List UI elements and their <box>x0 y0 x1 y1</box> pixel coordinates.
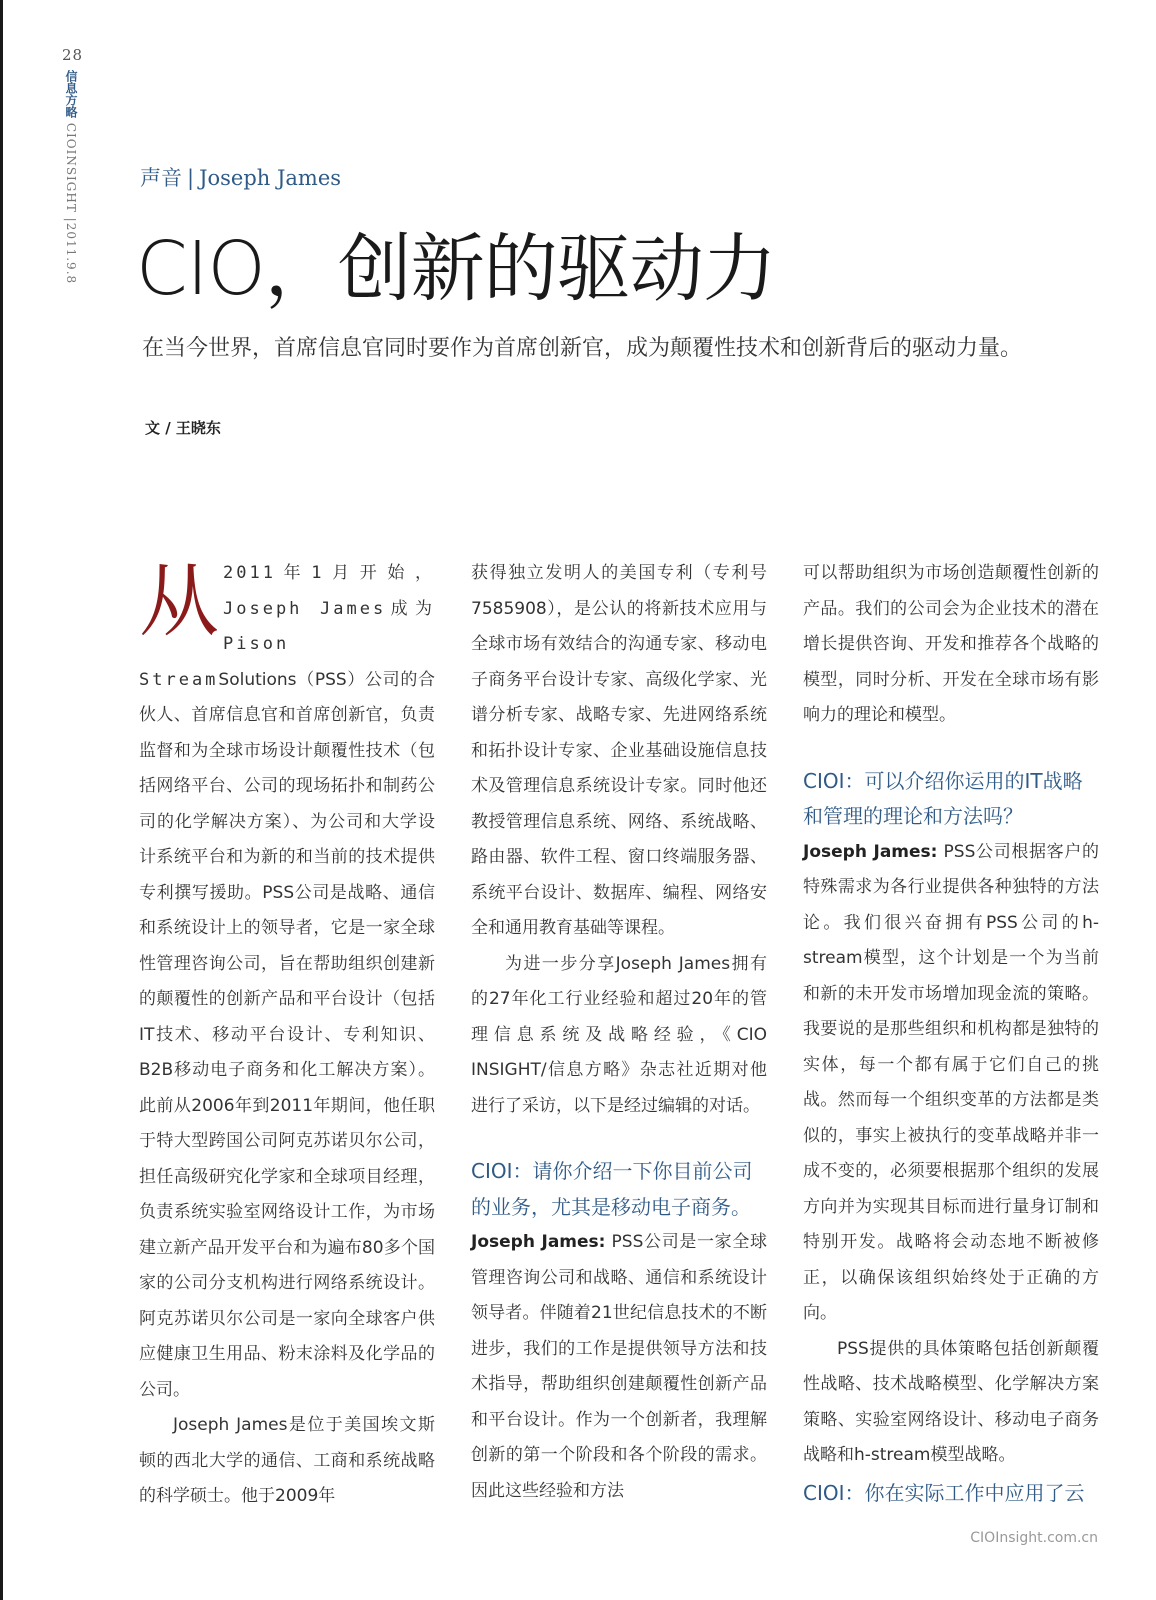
bio-continued-paragraph: 获得独立发明人的美国专利（专利号7585908），是公认的将新技术应用与全球市场有效结合的沟通专家、移动电子商务平台设计专家、高级化学家、光谱分析专家、战略专家、先进网络系统和拓扑设计专家、企业基础设施信息技术及管理信息系统设计专家。同时他还教授管理信息系统、网络、系统战略、路由器、软件工程、窗口终端服务器、系统平台设计、数据库、编程、网络安全和通用教育基础等课程。 <box>471 563 767 938</box>
kicker-name: Joseph James <box>199 166 342 190</box>
bio-paragraph: Joseph James是位于美国埃文斯顿的西北大学的通信、工商和系统战略的科学硕士。他于2009年 <box>139 1415 435 1506</box>
column-2 <box>471 556 767 1509</box>
answer-1 <box>471 1225 767 1509</box>
footer-url: CIOInsight.com.cn <box>970 1530 1098 1546</box>
article-deck: 在当今世界，首席信息官同时要作为首席创新官，成为颠覆性技术和创新背后的驱动力量。 <box>142 336 1023 361</box>
column-3 <box>803 556 1099 1511</box>
question-1: CIOI：请你介绍一下你目前公司的业务，尤其是移动电子商务。 <box>471 1159 753 1219</box>
answer-2-text: PSS公司根据客户的特殊需求为各行业提供各种独特的方法论。我们很兴奋拥有PSS公司的h-stream模型，这个计划是一个为当前和新的未开发市场增加现金流的策略。我要说的是那些组织和机构都是独特的实体，每一个都有属于它们自己的挑战。然而每一个组织变革的方法都是类似的，事实上被执行的变革战略并非一成不变的，必须要根据那个组织的发展方向并为实现其目标而进行量身订制和特别开发。战略将会动态地不断被修正，以确保该组织始终处于正确的方向。 <box>803 841 1099 1323</box>
speaker-label: Joseph James: <box>803 841 938 862</box>
vertical-section-label <box>63 70 80 284</box>
intro-paragraph <box>139 556 435 1408</box>
kicker <box>140 162 341 192</box>
interview-intro-paragraph: 为进一步分享Joseph James拥有的27年化工行业经验和超过20年的管理信息系统及战略经验，《CIO INSIGHT/信息方略》杂志社近期对他进行了采访，以下是经过编辑的对话。 <box>471 953 767 1116</box>
drop-cap: 从 <box>139 555 219 648</box>
section-label-cn: 信息方略 <box>64 70 78 118</box>
page-number: 28 <box>62 46 84 64</box>
speaker-label: Joseph James: <box>471 1232 606 1252</box>
article-title: CIO，创新的驱动力 <box>136 226 776 312</box>
answer-1-text: PSS公司是一家全球管理咨询公司和战略、通信和系统设计领导者。伴随着21世纪信息技术的不断进步，我们的工作是提供领导方法和技术指导，帮助组织创建颠覆性创新产品和平台设计。作为一个创新者，我理解创新的第一个阶段和各个阶段的需求。因此这些经验和方法 <box>471 1232 767 1501</box>
question-3: CIOI：你在实际工作中应用了云 <box>803 1480 1085 1505</box>
intro-text: Solutions（PSS）公司的合伙人、首席信息官和首席创新官，负责监督和为全球市场设计颠覆性技术（包括网络平台、公司的现场拓扑和制药公司的化学解决方案）、为公司和大学设计系统平台和为新的和当前的技术提供专利撰写援助。PSS公司是战略、通信和系统设计上的领导者，它是一家全球性管理咨询公司，旨在帮助组织创建新的颠覆性的创新产品和平台设计（包括IT技术、移动平台设计、专利知识、B2B移动电子商务和化工解决方案）。此前从2006年到2011年期间，他任职于特大型跨国公司阿克苏诺贝尔公司，担任高级研究化学家和全球项目经理，负责系统实验室网络设计工作，为市场建立新产品开发平台和为遍布80多个国家的公司分支机构进行网络系统设计。阿克苏诺贝尔公司是一家向全球客户供应健康卫生用品、粉末涂料及化学品的公司。 <box>139 669 435 1400</box>
column-1 <box>139 556 435 1515</box>
lead-text: 2011年1月开始，Joseph James成为Pison Stream <box>139 563 435 690</box>
byline: 文 / 王晓东 <box>145 419 221 437</box>
section-label-en: CIOINSIGHT |2011.9.8 <box>64 122 78 285</box>
kicker-category: 声音 <box>140 166 182 190</box>
answer-2 <box>803 835 1099 1332</box>
question-2: CIOI：可以介绍你运用的IT战略和管理的理论和方法吗？ <box>803 768 1083 828</box>
kicker-divider: | <box>187 166 195 190</box>
strategy-paragraph: PSS提供的具体策略包括创新颠覆性战略、技术战略模型、化学解决方案策略、实验室网络设计、移动电子商务战略和h-stream模型战略。 <box>803 1338 1099 1465</box>
page-edge-rule <box>0 0 3 1600</box>
answer-1-continued: 可以帮助组织为市场创造颠覆性创新的产品。我们的公司会为企业技术的潜在增长提供咨询、开发和推荐各个战略的模型，同时分析、开发在全球市场有影响力的理论和模型。 <box>803 563 1099 725</box>
